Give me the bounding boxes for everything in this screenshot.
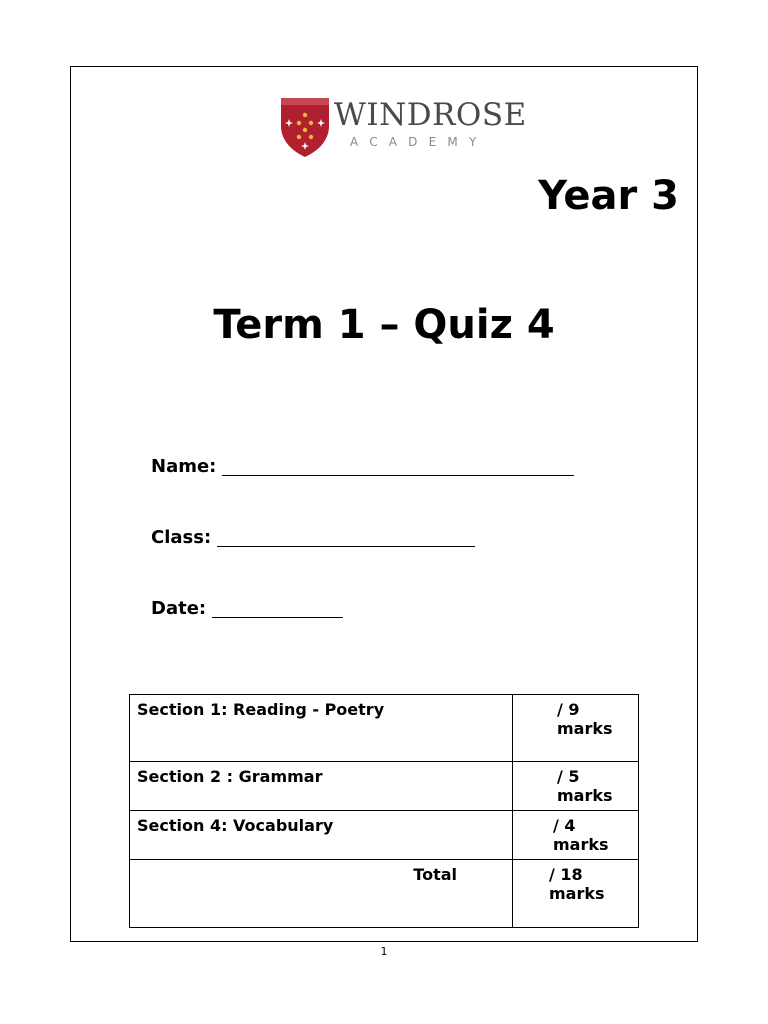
shield-crest-icon <box>280 96 330 158</box>
school-logo <box>280 96 527 158</box>
table-row <box>130 762 639 811</box>
marks-cell: / 5 marks <box>513 762 639 811</box>
section-cell: Section 4: Vocabulary <box>130 811 513 860</box>
total-label: Total <box>130 860 513 928</box>
marks-cell: / 9 marks <box>513 695 639 762</box>
table-row <box>130 695 639 762</box>
total-marks-cell: / 18 marks <box>513 860 639 928</box>
total-row <box>130 860 639 928</box>
logo-brand-text: WINDROSE <box>334 97 527 133</box>
name-blank-line[interactable] <box>222 457 574 476</box>
name-label: Name: <box>151 456 217 477</box>
table-row <box>130 811 639 860</box>
year-heading: Year 3 <box>538 173 679 219</box>
section-cell: Section 2 : Grammar <box>130 762 513 811</box>
section-cell: Section 1: Reading - Poetry <box>130 695 513 762</box>
quiz-title: Term 1 – Quiz 4 <box>213 302 555 348</box>
marks-cell: / 4 marks <box>513 811 639 860</box>
class-field <box>151 528 475 547</box>
date-field <box>151 599 343 618</box>
logo-sub-text: ACADEMY <box>350 135 488 149</box>
class-label: Class: <box>151 527 212 548</box>
marks-table <box>129 694 639 928</box>
page-number: 1 <box>380 945 388 958</box>
class-blank-line[interactable] <box>217 528 475 547</box>
date-blank-line[interactable] <box>212 599 343 618</box>
date-label: Date: <box>151 598 207 619</box>
name-field <box>151 457 574 476</box>
